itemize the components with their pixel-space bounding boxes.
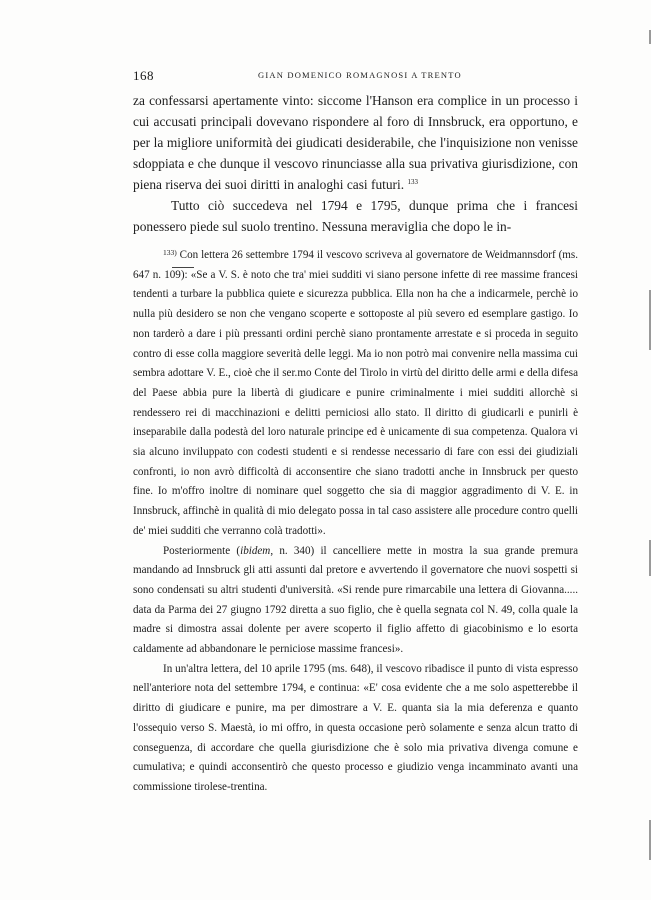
- footnote-italic: ibidem: [240, 544, 271, 557]
- footnote-text: Posteriormente (: [163, 544, 241, 557]
- footnote-text: , n. 340) il cancelliere mette in mostra la sua grande premura mandando ad Innsbruck gli atti assunti dal pretore e avvertendo il governatore che nuovi sospetti si sono condensati su altri studenti d'università. «Si rende pure rimarcabile una lettera di Giovanna..... data da Parma dei 27 giugno 1792 diretta a suo figlio, che è quella segnata col N. 49, colla quale la madre si dimostra assai dolente per avere scoperto il figlio affetto di giacobinismo e lo esorta caldamente ad abbandonare le perniciose massime francesi».: [133, 544, 578, 656]
- footnote-paragraph: In un'altra lettera, del 10 aprile 1795 (ms. 648), il vescovo ribadisce il punto di vista espresso nell'anteriore nota del settembre 1794, e continua: «E' cosa evidente che a me solo aspetterebbe il diritto di giudicare e punire, ma per dimostrare a V. E. quanta sia la mia deferenza e quanto l'ossequio verso S. Maestà, io mi offro, in questa occasione però solamente e senza alcun tratto di conseguenza, di accordare che quella giurisdizione che è solo mia privativa divenga comune e cumulativa; e quindi acconsentirò che questo processo e giudizio venga incamminato avanti una commissione tirolese-trentina.: [133, 662, 578, 793]
- paragraph: Tutto ciò succedeva nel 1794 e 1795, dunque prima che i francesi ponessero piede sul suolo trentino. Nessuna meraviglia che dopo le in-: [133, 198, 578, 234]
- paragraph-text: za confessarsi apertamente vinto: siccome l'Hanson era complice in un processo i cui accusati principali dovevano rispondere al foro di Innsbruck, era opportuno, e per la migliore uniformità dei giudicati desiderabile, che l'inquisizione non venisse sdoppiata e che dunque il vescovo rinunciasse alla sua privativa giurisdizione, con piena riserva dei suoi diritti in analoghi casi futuri.: [133, 93, 578, 192]
- footnote-number: 133): [163, 248, 177, 257]
- running-head: GIAN DOMENICO ROMAGNOSI A TRENTO: [258, 70, 462, 80]
- footnotes: [133, 246, 578, 798]
- footnote-text: Con lettera 26 settembre 1794 il vescovo scriveva al governatore de Weidmannsdorf (ms. 647 n. 109): «Se a V. S. è noto che tra' miei sudditi vi siano persone infette di ree massime francesi tendenti a turbare la pubblica quiete e sicurezza pubblica. Ella non ha che a indicarmele, perchè io nulla più desidero se non che vengano scoperte e sottoposte al più severo ed esemplare gastigo. Io non tarderò a dare i più pressanti ordini perchè siano prontamente arrestate e si proceda in seguito contro di esse colla maggiore severità delle leggi. Ma io non potrò mai convenire nella massima cui sembra adottare V. E., cioè che il ser.mo Conte del Tirolo in virtù del diritto delle armi e della difesa del Paese abbia pure la libertà di giudicare e punire criminalmente i miei sudditi allorchè si rendessero rei di macchinazioni e delitti perniciosi allo stato. Il diritto di giudicarli e punirli è inseparabile dalla podestà del loro naturale principe ed è unicamente di sua competenza. Qualora vi sia alcuno inviluppato con codesti studenti e si rendesse necessario di fare con essi dei giudiziali confronti, io non avrò difficoltà di acconsentire che siano tradotti anche in Innsbruck per questo fine. Io m'offro inoltre di nominare quel soggetto che sia di maggior aggradimento di V. E. in Innsbruck, affinchè in qualità di mio delegato possa in tal caso assistere alle procedure contro quelli de' miei sudditi che verranno colà tradotti».: [133, 249, 578, 537]
- page-header: [133, 68, 578, 84]
- footnote-133: [133, 246, 578, 542]
- page-number: 168: [133, 68, 154, 83]
- footnote-paragraph: [133, 542, 578, 660]
- main-text: [133, 90, 578, 237]
- paragraph-continued: [133, 90, 578, 195]
- footnote-reference: 133: [407, 178, 418, 186]
